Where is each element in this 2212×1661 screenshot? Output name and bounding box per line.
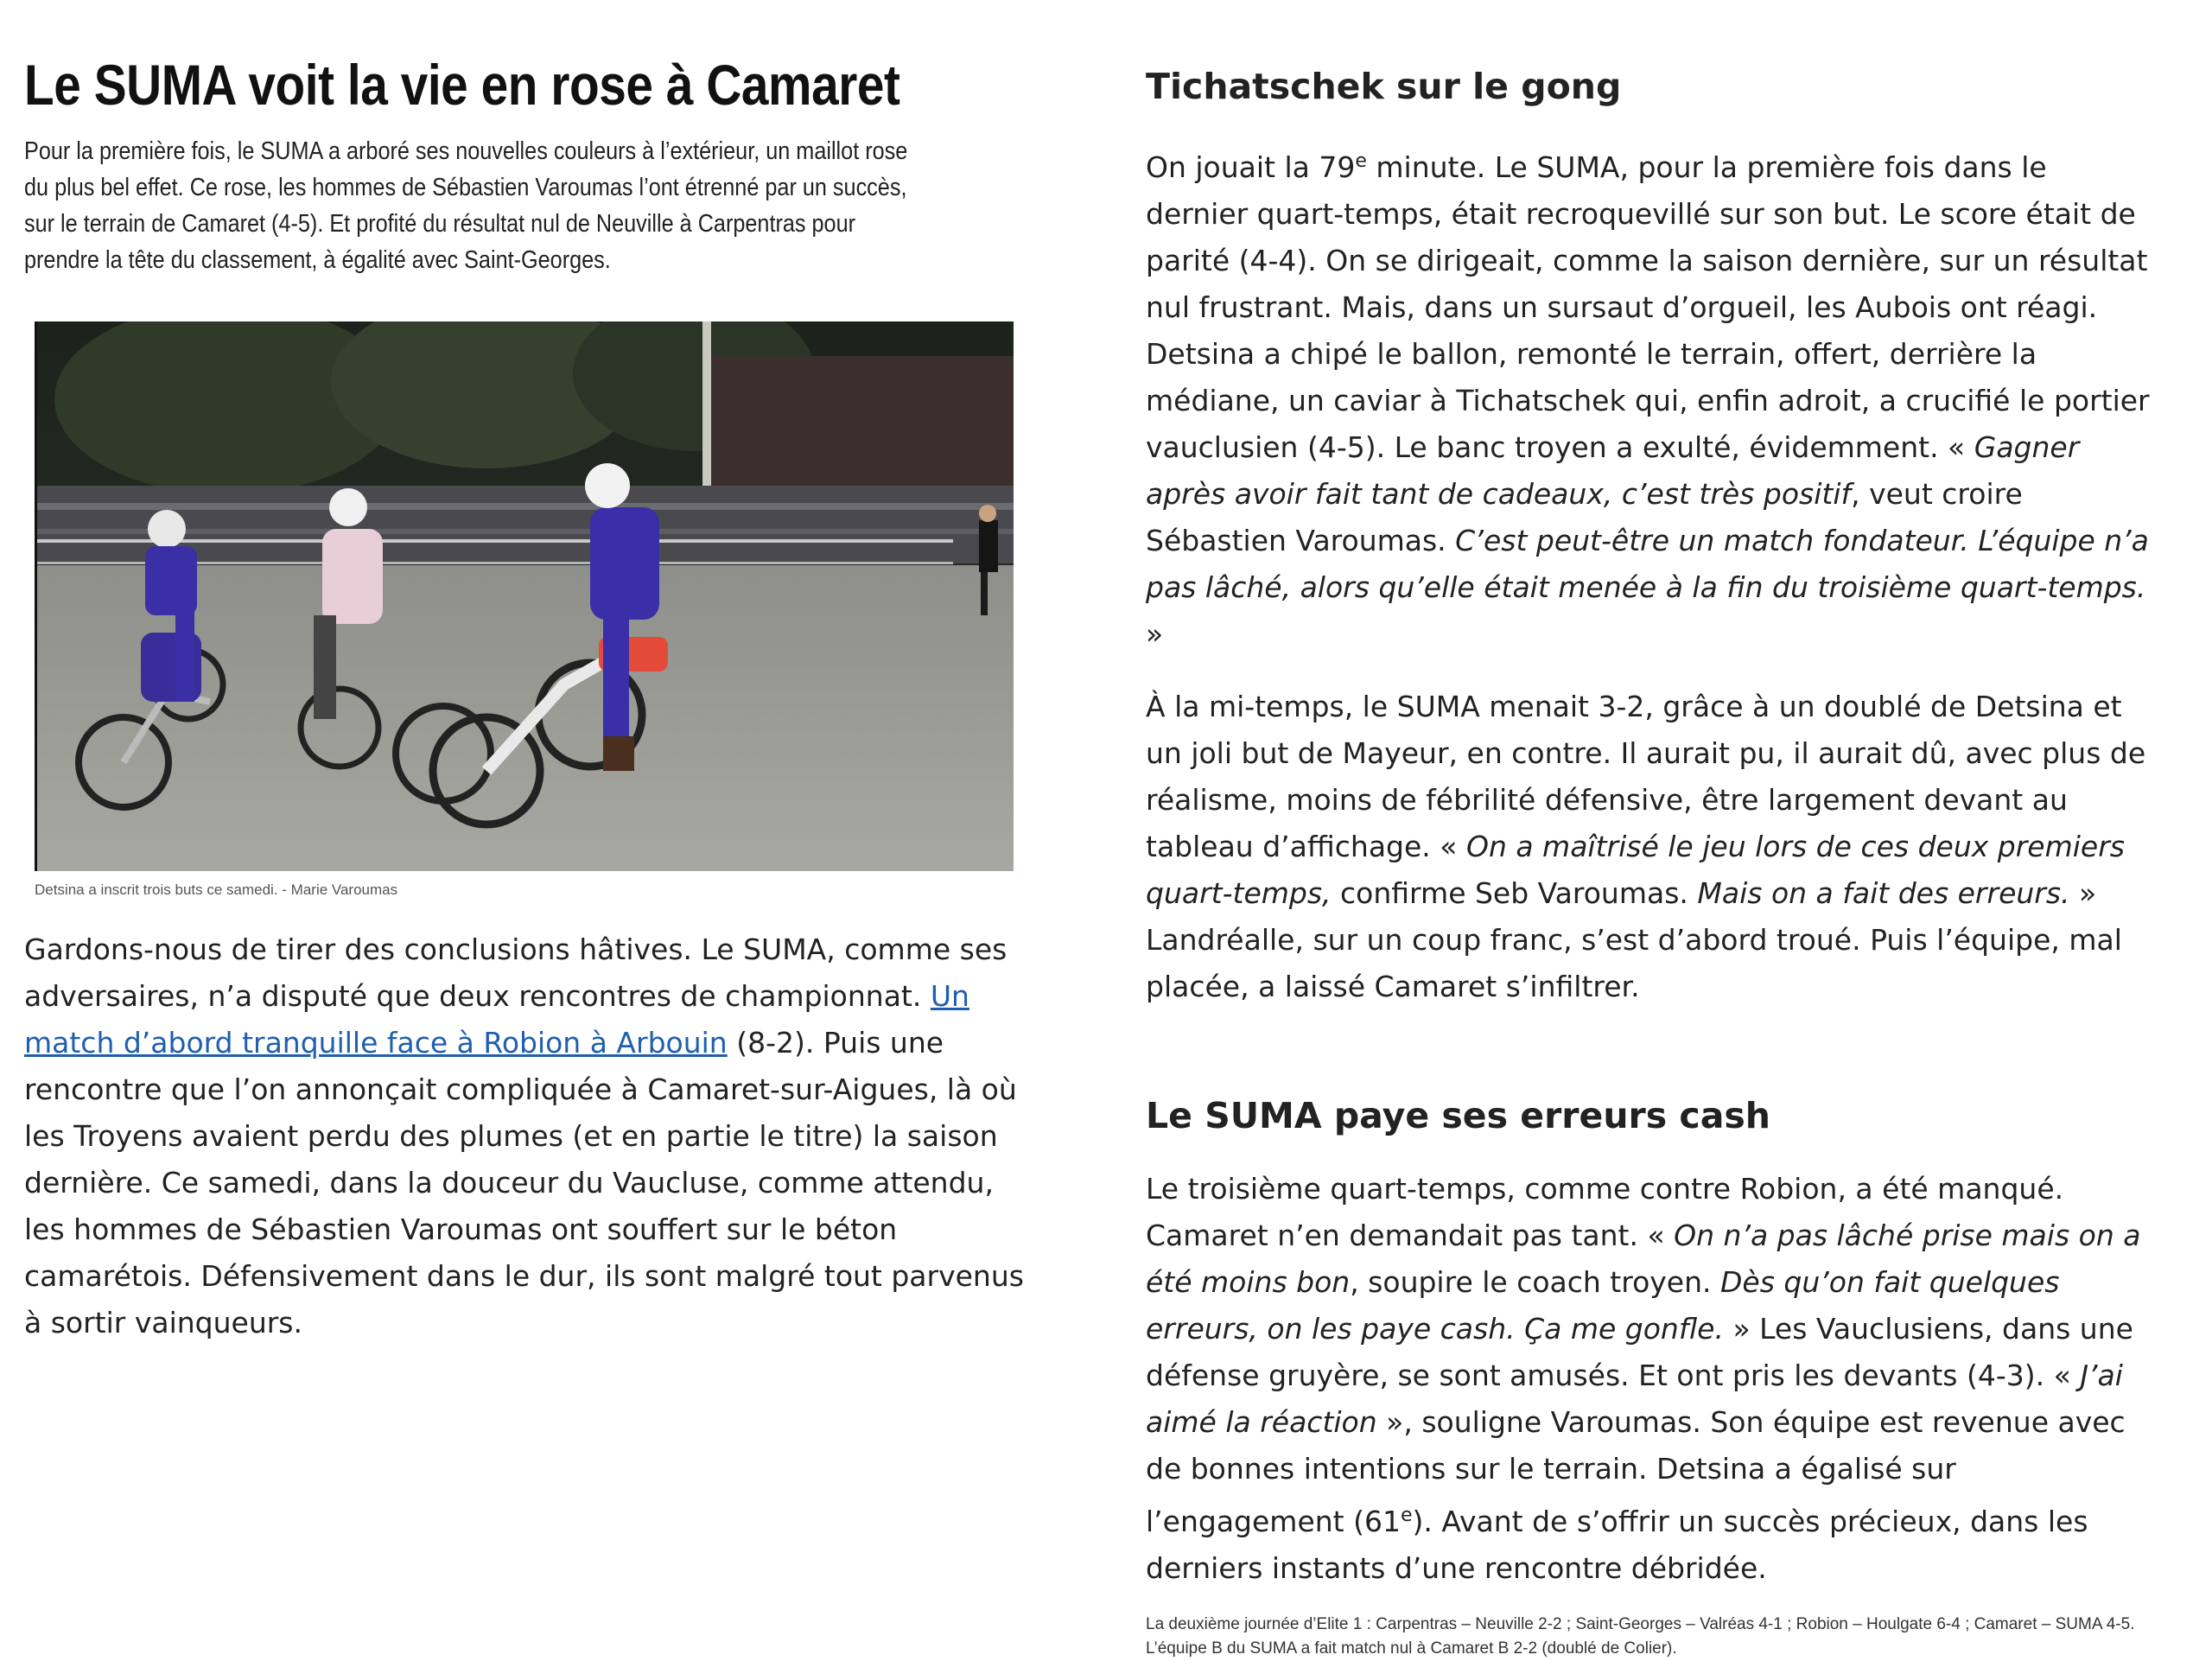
results-footnote: La deuxième journée d’Elite 1 : Carpentras – Neuville 2-2 ; Saint-Georges – Valréas 4-1 ; Robion – Houlgate 6-4 ; Camaret – SUMA 4-5. L’équipe B du SUMA a fait match nul à Camaret B 2-2 (doublé de Colier). [1146,1615,2135,1658]
section-heading-tichatschek: Tichatschek sur le gong [1146,66,1622,107]
article-photo-figure [35,321,1011,901]
photo-caption: Detsina a inscrit trois buts ce samedi. - Marie Varoumas [35,881,398,898]
article-photo [35,321,1014,871]
paragraph-last-minute: On jouait la 79e minute. Le SUMA, pour la première fois dans le dernier quart-temps, était recroquevillé sur son but. Le score était de parité (4-4). On se dirigeait, comme la saison dernière, sur un résultat nul frustrant. Mais, dans un sursaut d’orgueil, les Aubois ont réagi. Detsina a chipé le ballon, remonté le terrain, offert, derrière la médiane, un caviar à Tichatschek qui, enfin adroit, a crucifié le portier vauclusien (4-5). Le banc troyen a exulté, évidemment. « Gagner après avoir fait tant de cadeaux, c’est très positif, veut croire Sébastien Varoumas. C’est peut-être un match fondateur. L’équipe n’a pas lâché, alors qu’elle était menée à la fin du troisième quart-temps. » [1146,150,2150,651]
right-column [1146,60,2157,1661]
section-heading-erreurs: Le SUMA paye ses erreurs cash [1146,1095,1770,1136]
paragraph-third-quarter: Le troisième quart-temps, comme contre Robion, a été manqué. Camaret n’en demandait pas tant. « On n’a pas lâché prise mais on a été moins bon, soupire le coach troyen. Dès qu’on fait quelques erreurs, on les paye cash. Ça me gonfle. » Les Vauclusiens, dans une défense gruyère, se sont amusés. Et ont pris les devants (4-3). « J’ai aimé la réaction », souligne Varoumas. Son équipe est revenue avec de bonnes intentions sur le terrain. Detsina a égalisé sur l’engagement (61e). Avant de s’offrir un succès précieux, dans les derniers instants d’une rencontre débridée. [1146,1172,2141,1585]
article-intro: Pour la première fois, le SUMA a arboré ses nouvelles couleurs à l’extérieur, un maillot rose du plus bel effet. Ce rose, les hommes de Sébastien Varoumas l’ont étrenné par un succès, sur le terrain de Camaret (4-5). Et profité du résultat nul de Neuville à Carpentras pour prendre la tête du classement, à égalité avec Saint-Georges. [24,137,908,274]
paragraph-half-time: À la mi-temps, le SUMA menait 3-2, grâce à un doublé de Detsina et un joli but de Mayeur, en contre. Il aurait pu, il aurait dû, avec plus de réalisme, moins de fébrilité défensive, être largement devant au tableau d’affichage. « On a maîtrisé le jeu lors de ces deux premiers quart-temps, confirme Seb Varoumas. Mais on a fait des erreurs. » Landréalle, sur un coup franc, s’est d’abord troué. Puis l’équipe, mal placée, a laissé Camaret s’infiltrer. [1146,690,2146,1003]
article-title: Le SUMA voit la vie en rose à Camaret [24,53,900,117]
left-column [24,50,1027,1346]
left-paragraph: Gardons-nous de tirer des conclusions hâtives. Le SUMA, comme ses adversaires, n’a disputé que deux rencontres de championnat. Un match d’abord tranquille face à Robion à Arbouin (8-2). Puis une rencontre que l’on annonçait compliquée à Camaret-sur-Aigues, là où les Troyens avaient perdu des plumes (et en partie le titre) la saison dernière. Ce samedi, dans la douceur du Vaucluse, comme attendu, les hommes de Sébastien Varoumas ont souffert sur le béton camarétois. Défensivement dans le dur, ils sont malgré tout parvenus à sortir vainqueurs. [24,932,1024,1340]
related-article-link[interactable]: Un match d’abord tranquille face à Robion à Arbouin [24,979,969,1060]
